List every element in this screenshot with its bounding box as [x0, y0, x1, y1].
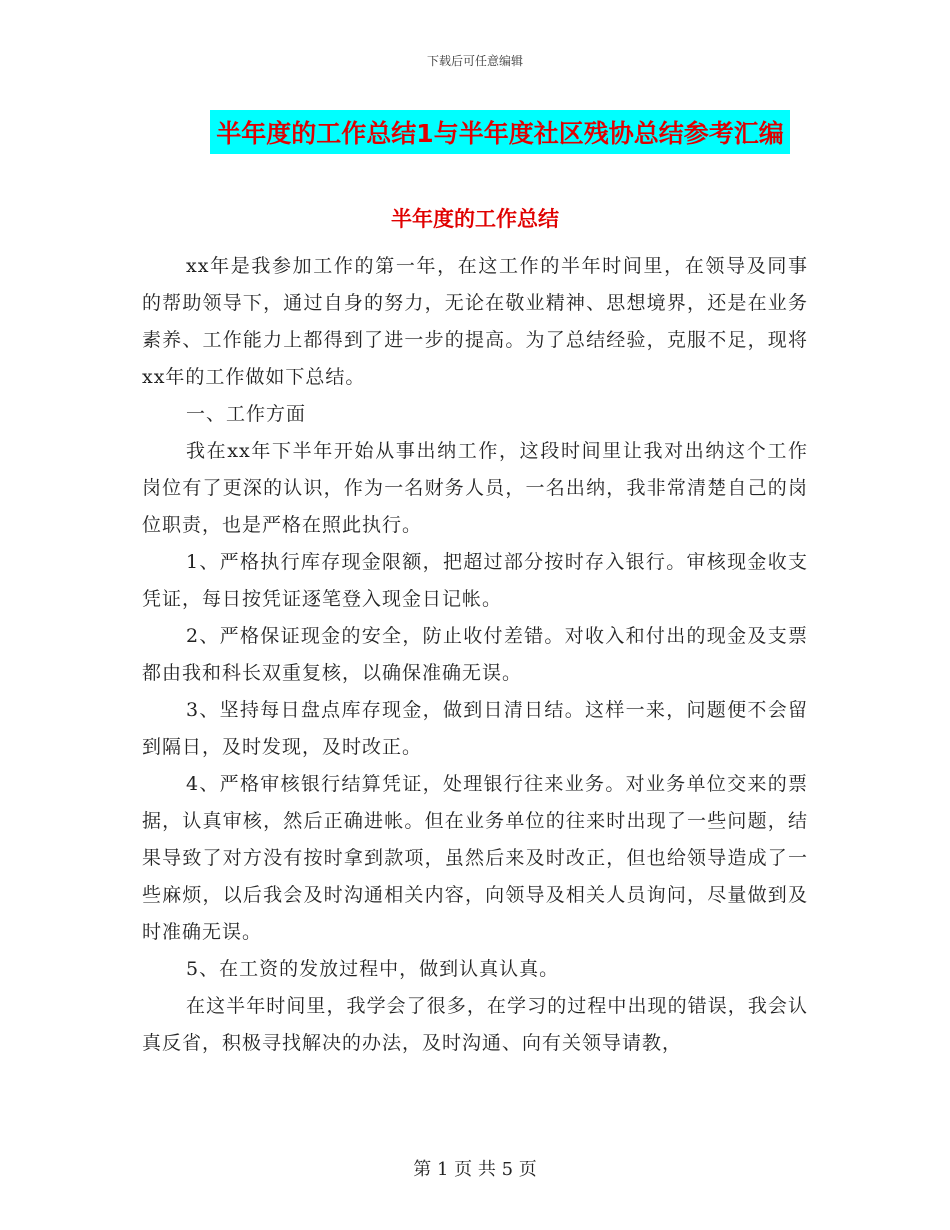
paragraph: 5、在工资的发放过程中，做到认真认真。 — [186, 958, 560, 980]
header-note: 下载后可任意编辑 — [426, 54, 523, 68]
paragraph: 一、工作方面 — [186, 403, 307, 425]
document-body — [142, 248, 808, 1062]
paragraph: 3、坚持每日盘点库存现金，做到日清日结。这样一来，问题便不会留到隔日，及时发现，及时改正。 — [142, 699, 808, 758]
paragraph: 2、严格保证现金的安全，防止收付差错。对收入和付出的现金及支票都由我和科长双重复核，以确保准确无误。 — [142, 625, 808, 684]
paragraph: 1、严格执行库存现金限额，把超过部分按时存入银行。审核现金收支凭证，每日按凭证逐笔登入现金日记帐。 — [142, 551, 808, 610]
section-title: 半年度的工作总结 — [391, 207, 559, 231]
document-title-container — [0, 110, 950, 154]
paragraph: 4、严格审核银行结算凭证，处理银行往来业务。对业务单位交来的票据，认真审核，然后正确进帐。但在业务单位的往来时出现了一些问题，结果导致了对方没有按时拿到款项，虽然后来及时改正，但也给领导造成了一些麻烦，以后我会及时沟通相关内容，向领导及相关人员询问，尽量做到及时准确无误。 — [142, 773, 808, 943]
page-footer: 第 1 页 共 5 页 — [413, 1159, 537, 1180]
paragraph: 在这半年时间里，我学会了很多，在学习的过程中出现的错误，我会认真反省，积极寻找解决的办法，及时沟通、向有关领导请教， — [142, 995, 808, 1054]
document-title: 半年度的工作总结1与半年度社区残协总结参考汇编 — [210, 110, 789, 154]
paragraph: xx年是我参加工作的第一年，在这工作的半年时间里，在领导及同事的帮助领导下，通过自身的努力，无论在敬业精神、思想境界，还是在业务素养、工作能力上都得到了进一步的提高。为了总结经验，克服不足，现将xx年的工作做如下总结。 — [142, 255, 808, 388]
paragraph: 我在xx年下半年开始从事出纳工作，这段时间里让我对出纳这个工作岗位有了更深的认识，作为一名财务人员，一名出纳，我非常清楚自己的岗位职责，也是严格在照此执行。 — [142, 440, 808, 536]
